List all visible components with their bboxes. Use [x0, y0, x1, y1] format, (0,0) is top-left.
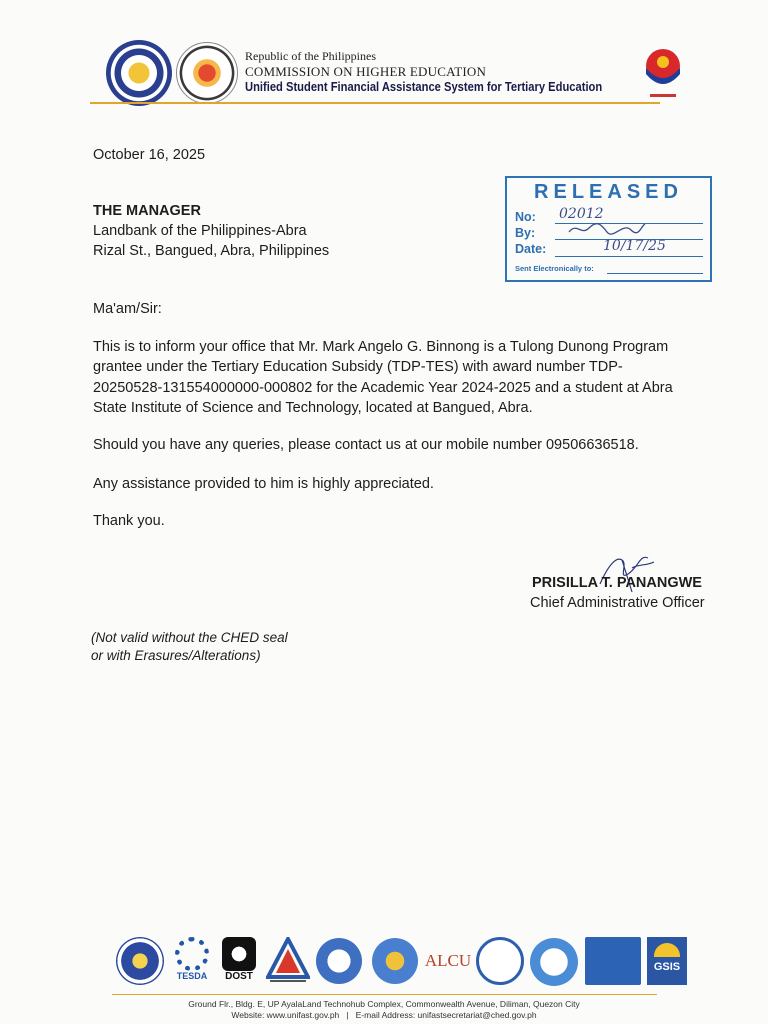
body-p2: Should you have any queries, please contact us at our mobile number 09506636518. — [93, 437, 639, 453]
header-commission: COMMISSION ON HIGHER EDUCATION — [245, 64, 487, 79]
footer-divider — [112, 994, 657, 995]
body-p1-line2: grantee under the Tertiary Education Subsidy (TDP-TES) with award number TDP- — [93, 359, 623, 375]
stamp-no-label: No: — [515, 210, 536, 224]
header-program: Unified Student Financial Assistance System for Tertiary Education — [245, 79, 603, 94]
gsis-sun-icon — [654, 943, 680, 957]
released-stamp — [505, 176, 712, 282]
body-p3: Any assistance provided to him is highly appreciated. — [93, 476, 434, 492]
partner-seal-1-icon — [316, 938, 362, 984]
alcu-label: ALCU — [424, 951, 472, 970]
partner-seal-3-icon — [530, 938, 578, 986]
letter-date: October 16, 2025 — [93, 147, 206, 163]
unifast-seal-icon — [176, 42, 238, 104]
footer-address: Ground Flr., Bldg. E, UP AyalaLand Technohub Complex, Commonwealth Avenue, Diliman, Quezon City — [188, 999, 580, 1009]
validity-note-line1: (Not valid without the CHED seal — [91, 630, 288, 645]
stamp-date-label: Date: — [515, 242, 547, 256]
recipient-line1: Landbank of the Philippines-Abra — [93, 223, 307, 239]
stamp-title: RELEASED — [534, 181, 683, 203]
salutation: Ma'am/Sir: — [93, 301, 162, 317]
recipient-title: THE MANAGER — [93, 203, 201, 219]
stamp-sent-label: Sent Electronically to: — [515, 264, 594, 273]
gsis-label: GSIS — [653, 961, 681, 973]
recipient-line2: Rizal St., Bangued, Abra, Philippines — [93, 243, 330, 259]
validity-note-line2: or with Erasures/Alterations) — [91, 648, 261, 663]
deped-seal-icon — [116, 937, 164, 985]
stamp-by-label: By: — [515, 226, 536, 240]
stamp-date-value: 10/17/25 — [603, 238, 666, 254]
alcu-logo — [422, 937, 474, 985]
dost-mark-icon — [222, 937, 256, 971]
stamp-date-line — [555, 256, 703, 257]
gsis-logo — [647, 937, 687, 985]
body-p1-line1: This is to inform your office that Mr. Mark Angelo G. Binnong is a Tulong Dunong Program — [93, 339, 669, 355]
footer-contact: Website: www.unifast.gov.ph | E-mail Address: unifastsecretariat@ched.gov.ph — [231, 1010, 537, 1020]
dost-label: DOST — [225, 971, 253, 982]
stamp-by-signature-icon — [567, 220, 647, 238]
tesda-gear-icon — [175, 937, 209, 971]
signatory-position: Chief Administrative Officer — [530, 595, 705, 611]
closing: Thank you. — [93, 513, 165, 529]
signatory-name: PRISILLA T. PANANGWE — [532, 575, 702, 591]
cocopea-seal-icon — [476, 937, 524, 985]
dost-logo — [218, 937, 260, 985]
header-republic: Republic of the Philippines — [245, 49, 376, 63]
stamp-sent-line — [607, 273, 703, 274]
header-divider — [90, 102, 660, 104]
tesda-logo — [170, 937, 214, 985]
dole-logo-icon — [266, 937, 310, 985]
body-p1-line4: State Institute of Science and Technology, located at Bangued, Abra. — [93, 400, 533, 416]
partner-seal-2-icon — [372, 938, 418, 984]
ched-seal-icon — [106, 40, 172, 106]
bagong-pilipinas-logo-icon — [642, 44, 684, 102]
body-p1-line3: 20250528-131554000000-000802 for the Academic Year 2024-2025 and a student at Abra — [93, 380, 673, 396]
sss-logo-icon — [585, 937, 641, 985]
tesda-label: TESDA — [176, 971, 208, 981]
stamp-no-value: 02012 — [559, 206, 604, 222]
